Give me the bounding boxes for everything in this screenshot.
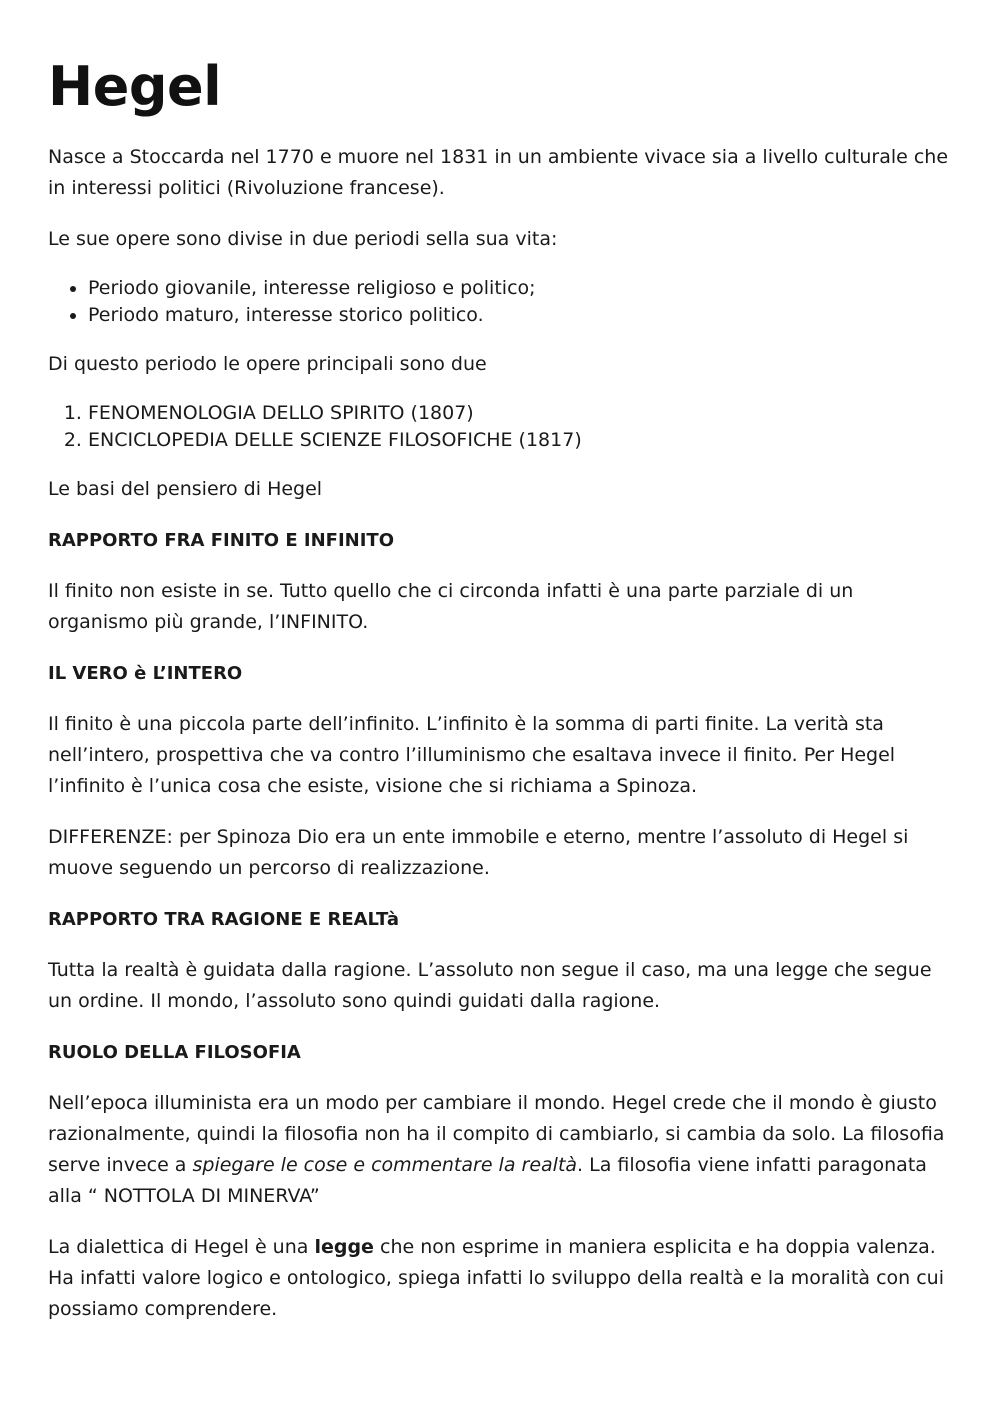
list-item: • Periodo giovanile, interesse religioso e politico; bbox=[88, 275, 956, 302]
list-item: 1. FENOMENOLOGIA DELLO SPIRITO (1807) bbox=[88, 400, 956, 427]
basi-paragraph: Le basi del pensiero di Hegel bbox=[48, 478, 323, 500]
section-heading-ragione-realta: RAPPORTO TRA RAGIONE E REALTà bbox=[48, 909, 400, 930]
section-heading-vero-intero: IL VERO è L’INTERO bbox=[48, 663, 243, 684]
list-item: • Periodo maturo, interesse storico politico. bbox=[88, 302, 956, 329]
dialettica-paragraph bbox=[48, 1232, 956, 1325]
periods-intro: Le sue opere sono divise in due periodi sella sua vita: bbox=[48, 228, 558, 250]
section-text-finito-infinito: Il finito non esiste in se. Tutto quello che ci circonda infatti è una parte parziale di un organismo più grande, l’INFINITO. bbox=[48, 580, 854, 633]
section-heading-finito-infinito: RAPPORTO FRA FINITO E INFINITO bbox=[48, 530, 394, 551]
section-text-ruolo-filosofia bbox=[48, 1088, 956, 1212]
document-page bbox=[48, 0, 956, 1325]
dialettica-part1: La dialettica di Hegel è una bbox=[48, 1236, 315, 1258]
dialettica-bold: legge bbox=[314, 1236, 374, 1258]
ruolo-text-italic: spiegare le cose e commentare la realtà bbox=[192, 1154, 578, 1176]
section-text-vero-intero: Il finito è una piccola parte dell’infinito. L’infinito è la somma di parti finite. La verità sta nell’intero, prospettiva che va contro l’illuminismo che esaltava invece il finito. Per Hegel l’infinito è l’unica cosa che esiste, visione che si richiama a Spinoza. bbox=[48, 713, 896, 797]
list-item: 2. ENCICLOPEDIA DELLE SCIENZE FILOSOFICHE (1817) bbox=[88, 427, 956, 454]
dialettica-part2: che non esprime in maniera esplicita e ha doppia valenza. Ha infatti valore logico e ontologico, spiega infatti lo sviluppo della realtà e la moralità con cui possiamo comprendere. bbox=[48, 1236, 944, 1320]
intro-paragraph: Nasce a Stoccarda nel 1770 e muore nel 1831 in un ambiente vivace sia a livello culturale che in interessi politici (Rivoluzione francese). bbox=[48, 146, 949, 199]
page-title: Hegel bbox=[48, 55, 222, 118]
section-heading-ruolo-filosofia: RUOLO DELLA FILOSOFIA bbox=[48, 1042, 301, 1063]
ruolo-text-part1: Nell’epoca illuminista era un modo per cambiare il mondo. Hegel crede che il mondo è giusto razionalmente, quindi la filosofia non ha il compito di cambiarlo, si cambia da solo. La filosofia serve invece a bbox=[48, 1092, 945, 1176]
ruolo-text-part2: . La filosofia viene infatti paragonata alla “ NOTTOLA DI MINERVA” bbox=[48, 1154, 927, 1207]
works-list bbox=[48, 400, 956, 454]
differenze-paragraph: DIFFERENZE: per Spinoza Dio era un ente immobile e eterno, mentre l’assoluto di Hegel si muove seguendo un percorso di realizzazione. bbox=[48, 826, 909, 879]
section-text-ragione-realta: Tutta la realtà è guidata dalla ragione. L’assoluto non segue il caso, ma una legge che segue un ordine. Il mondo, l’assoluto sono quindi guidati dalla ragione. bbox=[48, 959, 932, 1012]
periods-list bbox=[48, 275, 956, 329]
works-intro: Di questo periodo le opere principali sono due bbox=[48, 353, 487, 375]
